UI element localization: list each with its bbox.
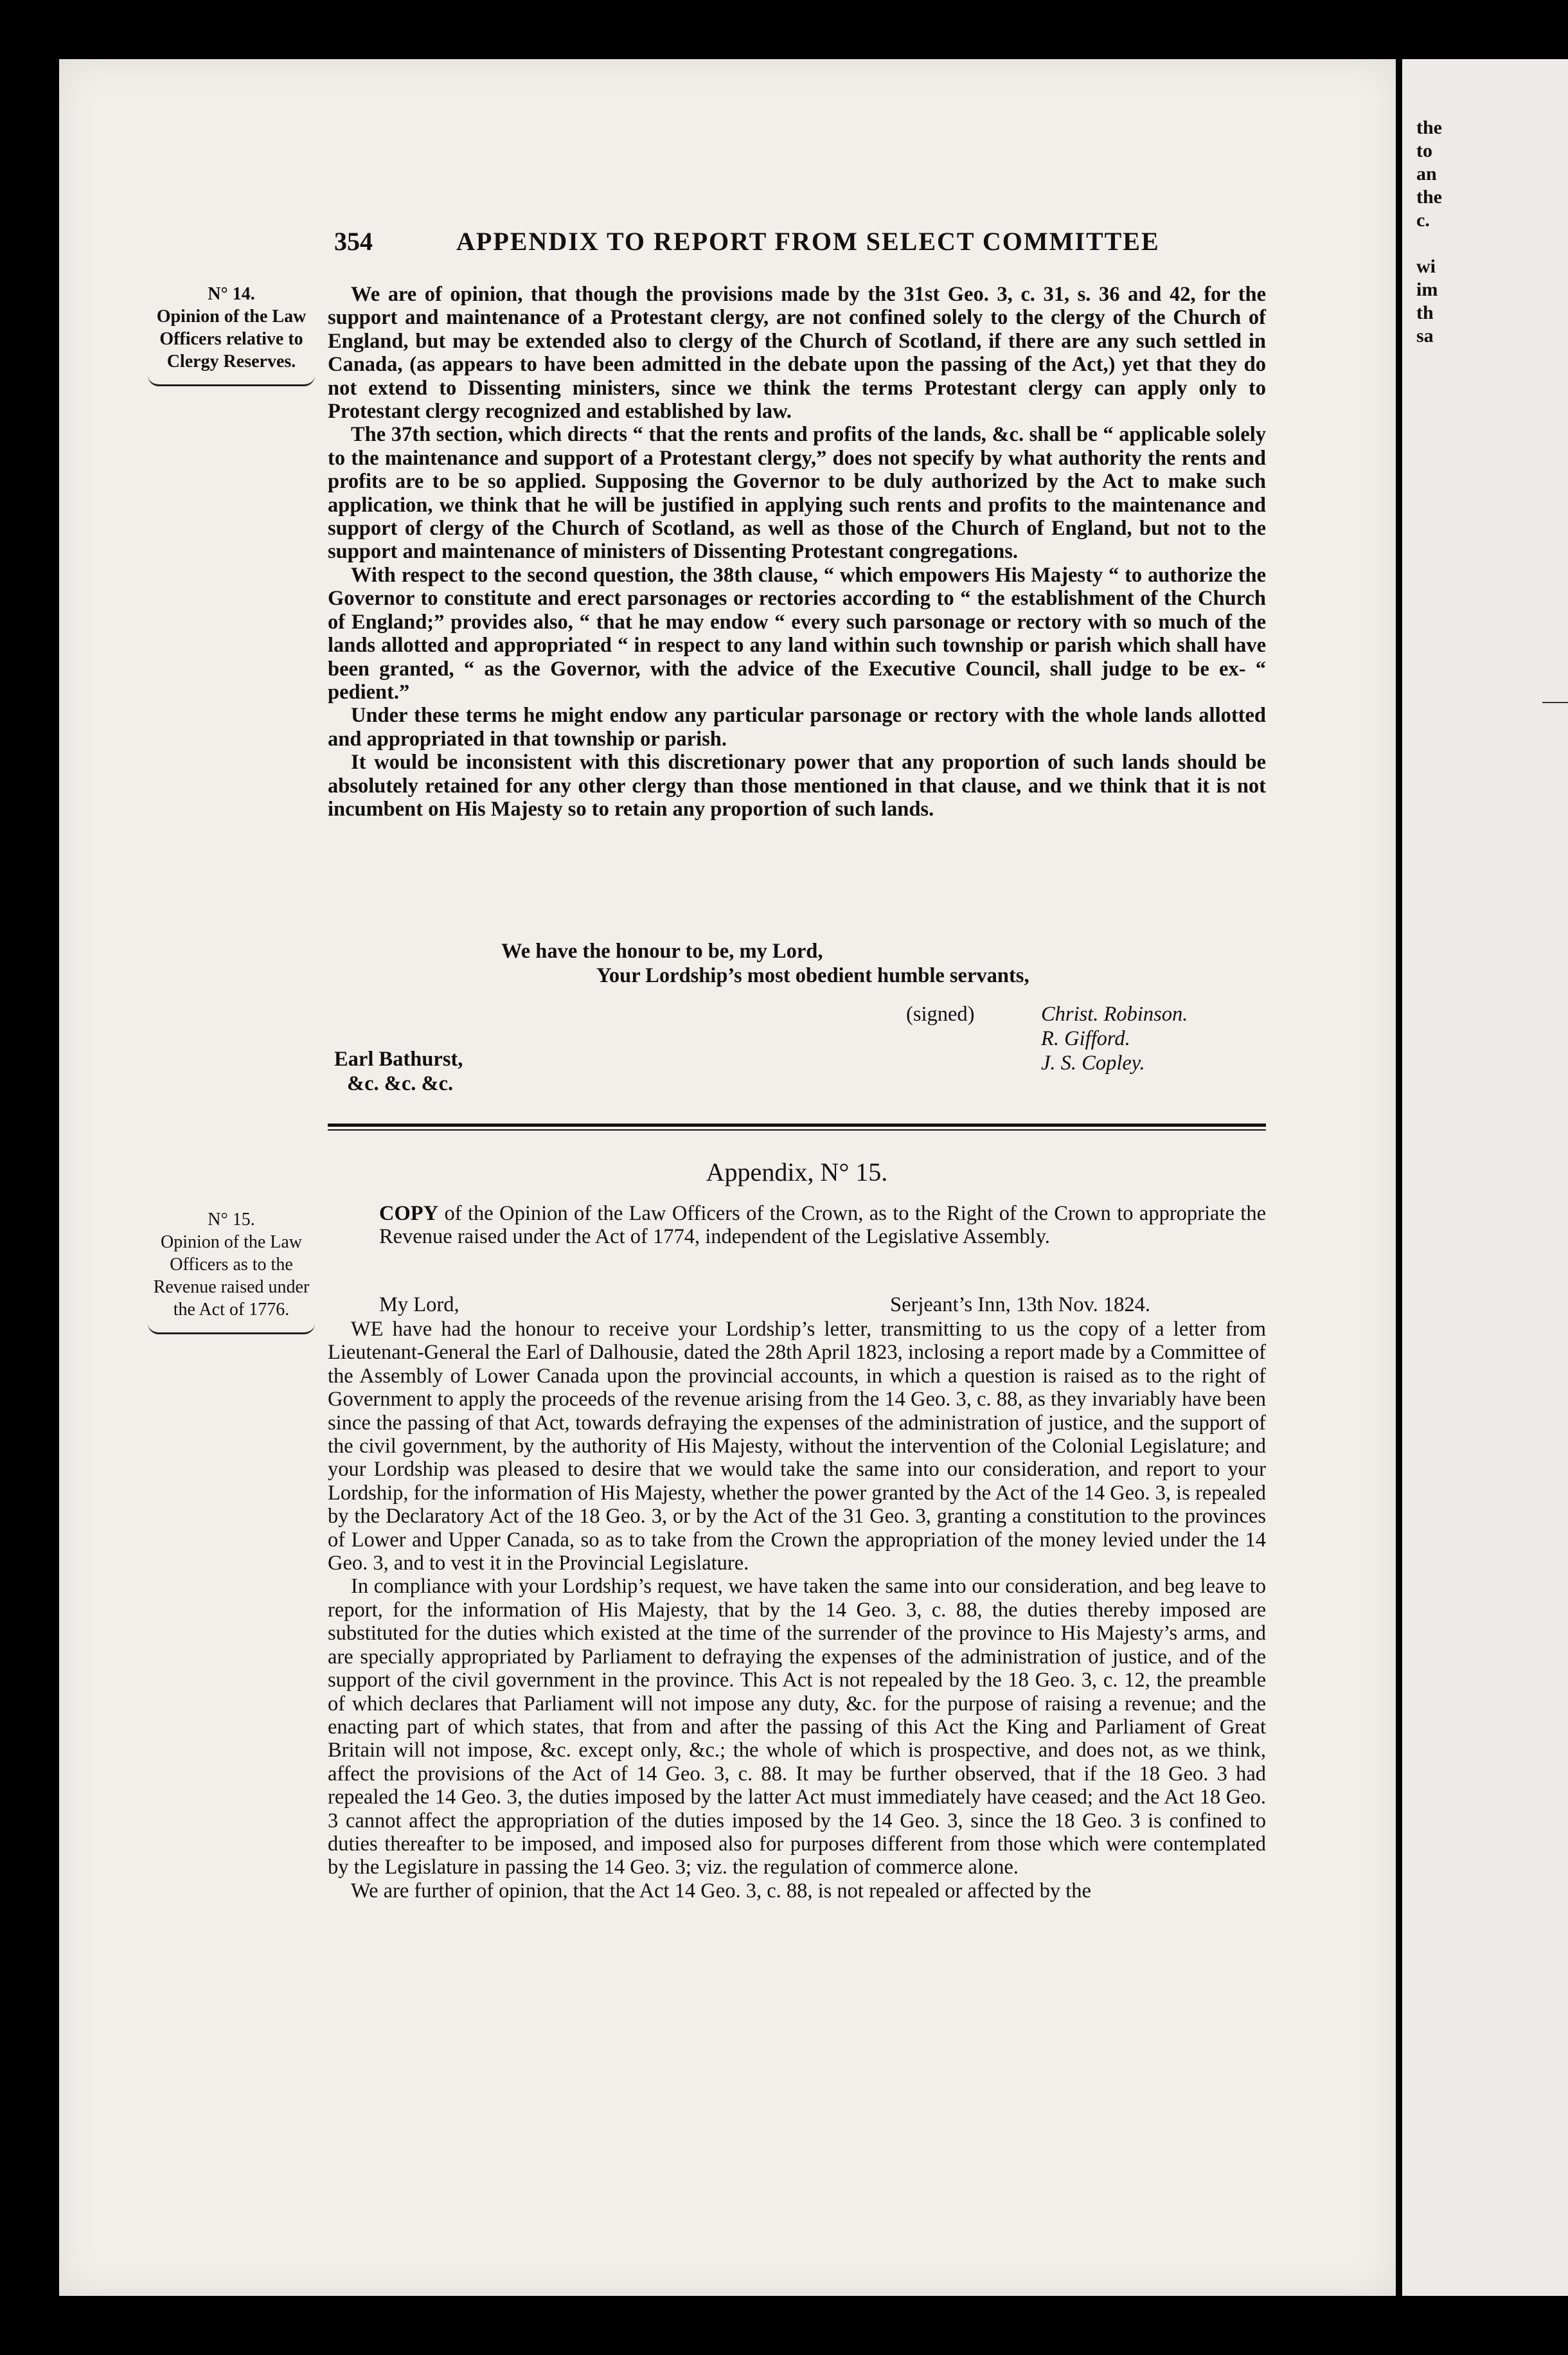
signatory: Christ. Robinson.: [1041, 1003, 1188, 1026]
margin-note-15: [141, 1208, 321, 1334]
page-title: APPENDIX TO REPORT FROM SELECT COMMITTEE: [456, 227, 1160, 256]
signatory: R. Gifford.: [1041, 1027, 1130, 1050]
paragraph: With respect to the second question, the 38th clause, “ which empowers His Majesty “ to authorize the Governor to constitute and erect parsonages or rectories according to “ the establishment of the Church of England;” provides also, “ that he may endow “ every such parsonage or rectory with so much of the lands allotted and appropriated “ in respect to any land within such township or parish which shall have been granted, “ as the Governor, with the advice of the Executive Council, shall judge to be ex- “ pedient.”: [328, 563, 1266, 704]
adjacent-fragment: wi: [1416, 256, 1436, 277]
adjacent-fragment: th: [1416, 302, 1434, 323]
appendix-15-title: Appendix, N° 15.: [706, 1158, 888, 1186]
paragraph: WE have had the honour to receive your Lordship’s letter, transmitting to us the copy of a letter from Lieutenant-General the Earl of Dalhousie, dated the 28th April 1823, inclosing a report made by a Committee of the Assembly of Lower Canada upon the provincial accounts, in which a question is raised as to the right of Government to apply the proceeds of the revenue arising from the 14 Geo. 3, c. 88, as they invariably have been since the passing of that Act, towards defraying the expenses of the administration of justice, and the support of the civil government, by the authority of His Majesty, without the intervention of the Colonial Legislature; and your Lordship was pleased to desire that we would take the same into our consideration, and report to your Lordship, for the information of His Majesty, whether the power granted by the Act of the 14 Geo. 3, is repealed by the Declaratory Act of the 18 Geo. 3, or by the Act of the 31 Geo. 3, granting a constitution to the provinces of Lower and Upper Canada, so as to take from the Crown the appropriation of the money levied under the 14 Geo. 3, and to vest it in the Provincial Legislature.: [328, 1318, 1266, 1575]
adjacent-fragment: the: [1416, 186, 1442, 208]
appendix-14-body: [328, 283, 1266, 821]
adjacent-fragment: the: [1416, 117, 1442, 138]
margin-note-14: [141, 283, 321, 386]
margin-note-text: Opinion of the Law Officers relative to Clergy Reserves.: [156, 307, 307, 372]
margin-note-text: Opinion of the Law Officers as to the Revenue raised under the Act of 1776.: [153, 1232, 310, 1320]
paragraph: We are of opinion, that though the provisions made by the 31st Geo. 3, c. 31, s. 36 and 42, for the support and maintenance of a Protestant clergy, are not confined solely to the clergy of the Church of England, but may be extended also to clergy of the Church of Scotland, if there are any such settled in Canada, (as appears to have been admitted in the debate upon the passing of the Act,) yet that they do not extend to Dissenting ministers, since we think the terms Protestant clergy can apply only to Protestant clergy recognized and established by law.: [328, 283, 1266, 424]
addressee-etc: &c. &c. &c.: [347, 1072, 454, 1095]
margin-tick: [1542, 702, 1568, 703]
copy-heading: [379, 1202, 1266, 1249]
section-rule: [328, 1129, 1266, 1131]
adjacent-fragment: to: [1416, 140, 1432, 161]
copy-word: COPY: [379, 1202, 439, 1225]
paragraph: Under these terms he might endow any particular parsonage or rectory with the whole lands allotted and appropriated in that township or parish.: [328, 704, 1266, 751]
brace-mark: [148, 1323, 315, 1334]
adjacent-fragment: an: [1416, 163, 1437, 184]
brace-mark: [148, 375, 315, 386]
adjacent-fragment: sa: [1416, 325, 1434, 346]
signed-label: (signed): [906, 1003, 975, 1026]
addressee: Earl Bathurst,: [334, 1048, 463, 1071]
page-number: 354: [334, 227, 373, 256]
adjacent-page-edge: [1402, 59, 1568, 2296]
paragraph: It would be inconsistent with this discretionary power that any proportion of such lands should be absolutely retained for any other clergy than those mentioned in that clause, and we think that it is not incumbent on His Majesty so to retain any proportion of such lands.: [328, 751, 1266, 821]
running-head: [263, 226, 1266, 262]
adjacent-fragment: c.: [1416, 210, 1430, 231]
margin-number: N° 15.: [208, 1210, 255, 1230]
appendix-15-body: [328, 1318, 1266, 1903]
paragraph: In compliance with your Lordship’s request, we have taken the same into our consideration, and beg leave to report, for the information of His Majesty, that by the 14 Geo. 3, c. 88, the duties thereby imposed are substituted for the duties which existed at the time of the surrender of the province to His Majesty’s arms, and are specially appropriated by Parliament to defraying the expenses of the administration of justice, and of the support of the civil government in the province. This Act is not repealed by the 18 Geo. 3, c. 12, the preamble of which declares that Parliament will not impose any duty, &c. for the purpose of raising a revenue; and the enacting part of which states, that from and after the passing of this Act the King and Parliament of Great Britain will not impose, &c. except only, &c.; the whole of which is prospective, and does not, as we think, affect the provisions of the Act of 14 Geo. 3, c. 88. It may be further observed, that if the 18 Geo. 3 had repealed the 14 Geo. 3, the duties imposed by the latter Act must immediately have ceased; and the Act 18 Geo. 3 cannot affect the appropriation of the duties imposed by the 14 Geo. 3, since the 18 Geo. 3 is confined to duties thereafter to be imposed, and imposed also for purposes different from those which were contemplated by the Legislature in passing the 14 Geo. 3; viz. the regulation of commerce alone.: [328, 1575, 1266, 1879]
dateline: Serjeant’s Inn, 13th Nov. 1824.: [890, 1293, 1150, 1316]
margin-number: N° 14.: [208, 284, 255, 304]
paragraph: The 37th section, which directs “ that the rents and profits of the lands, &c. shall be “ applicable solely to the maintenance and support of a Protestant clergy,” does not specify by what authority the rents and profits are to be so applied. Supposing the Governor to be duly authorized by the Act to make such application, we think that he will be justified in applying such rents and profits to the maintenance and support of clergy of the Church of Scotland, as well as those of the Church of England, but not to the support and maintenance of ministers of Dissenting Protestant congregations.: [328, 423, 1266, 564]
copy-heading-text: of the Opinion of the Law Officers of the Crown, as to the Right of the Crown to appropriate the Revenue raised under the Act of 1774, independent of the Legislative Assembly.: [379, 1202, 1266, 1249]
salutation: My Lord,: [379, 1293, 459, 1316]
closing-line-1: We have the honour to be, my Lord,: [501, 940, 823, 963]
paragraph: We are further of opinion, that the Act 14 Geo. 3, c. 88, is not repealed or affected by the: [351, 1879, 1091, 1903]
section-rule: [328, 1124, 1266, 1127]
adjacent-fragment: im: [1416, 279, 1438, 300]
signatory: J. S. Copley.: [1041, 1052, 1145, 1075]
closing-line-2: Your Lordship’s most obedient humble servants,: [596, 964, 1029, 987]
